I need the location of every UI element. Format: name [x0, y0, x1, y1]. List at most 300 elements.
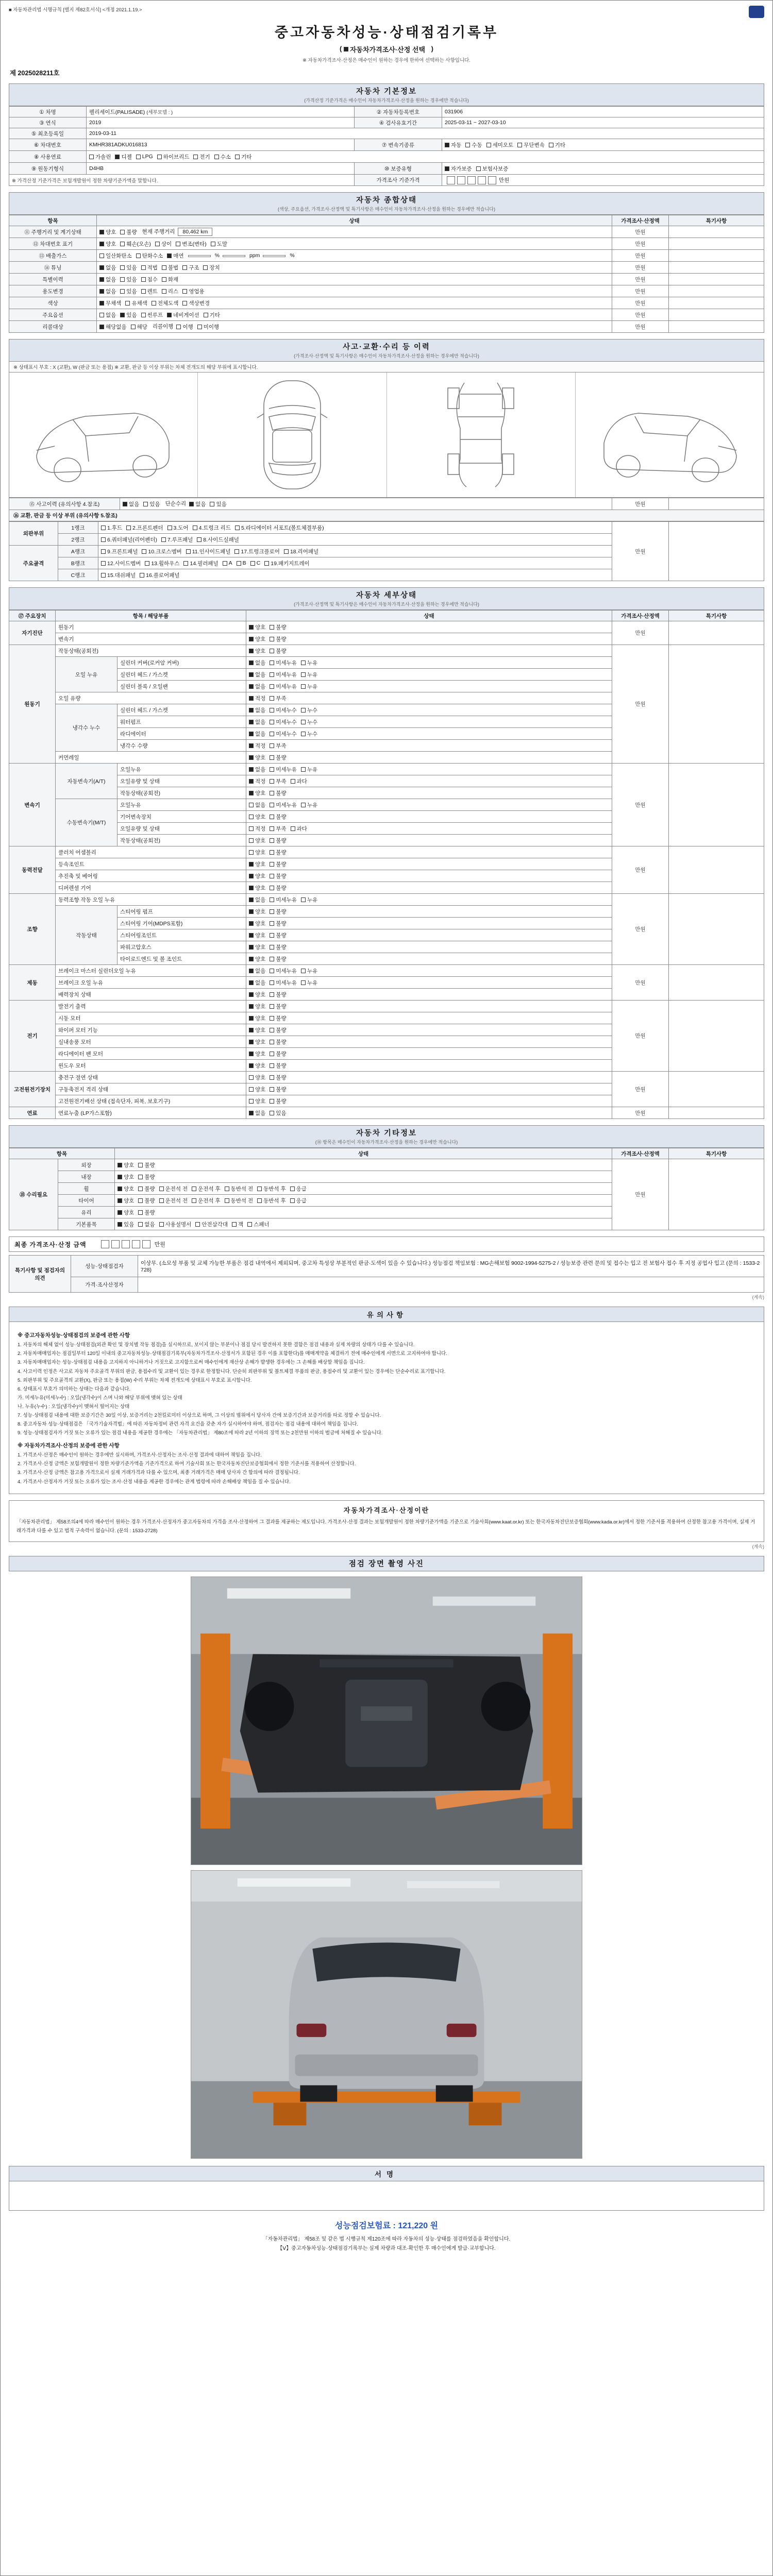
- col-item-header: 항목 / 해당부품: [56, 611, 246, 621]
- checkbox-불량[interactable]: 불량: [138, 1161, 155, 1169]
- checkbox-누유[interactable]: 누유: [301, 659, 317, 667]
- checkbox-불량[interactable]: 불량: [270, 860, 286, 868]
- row-state: [97, 321, 612, 333]
- checkbox-미세누유[interactable]: 미세누유: [270, 979, 297, 987]
- checkbox-A[interactable]: A: [223, 560, 232, 566]
- item-label: 와이퍼 모터 기능: [56, 1024, 246, 1036]
- amount-digit-box[interactable]: [132, 1240, 140, 1248]
- item-label: 스티어링 펌프: [117, 906, 246, 918]
- car-submodel: (세부모델 : ): [146, 109, 173, 115]
- checkbox-10.크로스멤버[interactable]: 10.크로스멤버: [142, 548, 181, 555]
- overall-state-table: [9, 215, 764, 333]
- checkbox-양호[interactable]: 양호: [249, 789, 265, 797]
- checkbox-양호[interactable]: 양호: [249, 908, 265, 916]
- checkbox-응급[interactable]: 응급: [290, 1197, 307, 1205]
- checkbox-양호[interactable]: 양호: [249, 884, 265, 892]
- checkbox-불량[interactable]: 불량: [270, 920, 286, 927]
- checkbox-18.리어패널[interactable]: 18.리어패널: [284, 548, 318, 555]
- checkbox-1.후드[interactable]: 1.후드: [101, 524, 122, 532]
- vin-label: ⑥ 차대번호: [9, 139, 87, 151]
- checkbox-6.쿼터패널(리어펜더)[interactable]: 6.쿼터패널(리어펜더): [101, 536, 157, 544]
- checkbox-없음[interactable]: 없음: [249, 979, 265, 987]
- checkbox-부족[interactable]: 부족: [270, 825, 286, 833]
- checkbox-2.프론트펜더[interactable]: 2.프론트펜더: [126, 524, 163, 532]
- checkbox-미세누수[interactable]: 미세누수: [270, 718, 297, 726]
- checkbox-안전삼각대[interactable]: 안전삼각대: [195, 1221, 228, 1228]
- checkbox-불법[interactable]: 불법: [162, 264, 178, 272]
- checkbox-양호[interactable]: 양호: [249, 849, 265, 856]
- item-label: 실린더 헤드 / 가스켓: [117, 669, 246, 681]
- checkbox-양호[interactable]: 양호: [117, 1161, 134, 1169]
- checkbox-불량[interactable]: 불량: [138, 1209, 155, 1216]
- item-status: [246, 764, 612, 775]
- row-label: 특별이력: [9, 274, 97, 285]
- checkbox-미이행[interactable]: 미이행: [197, 323, 219, 331]
- checkbox-장치[interactable]: 장치: [203, 264, 220, 272]
- checkbox-미세누수[interactable]: 미세누수: [270, 706, 297, 714]
- amount-digit-box[interactable]: [457, 176, 465, 184]
- item-status: [246, 1024, 612, 1036]
- notice-line: 1. 가격조사·산정은 매수인이 원하는 경우에만 실시하며, 가격조사·산정자는 조사·산정 결과에 대하여 책임을 집니다.: [18, 1452, 262, 1459]
- checkbox-양호[interactable]: 양호: [117, 1209, 134, 1216]
- checkbox-불량[interactable]: 불량: [270, 789, 286, 797]
- item-status: [246, 929, 612, 941]
- checkbox-적정[interactable]: 적정: [249, 777, 265, 785]
- checkbox-불량[interactable]: 불량: [270, 931, 286, 939]
- checkbox-가솔린[interactable]: 가솔린: [89, 153, 111, 161]
- checkbox-자동차가격조사·산정 선택[interactable]: 자동차가격조사·산정 선택: [344, 44, 425, 54]
- amount-digit-box[interactable]: [111, 1240, 120, 1248]
- value-box[interactable]: [223, 255, 245, 257]
- checkbox-없음[interactable]: 없음: [249, 766, 265, 773]
- checkbox-양호[interactable]: 양호: [249, 920, 265, 927]
- checkbox-렌트[interactable]: 렌트: [141, 287, 158, 295]
- footer-statement-2: 【Ⅴ】중고자동차성능·상태점검기록부는 실제 차량과 대조·확인한 후 매수인에게 발급·교부합니다.: [277, 2245, 496, 2251]
- inline-text: ppm: [249, 252, 260, 259]
- checkbox-불량[interactable]: 불량: [270, 754, 286, 761]
- checkbox-보험사보증[interactable]: 보험사보증: [476, 165, 509, 173]
- item-label: 워터펌프: [117, 716, 246, 728]
- amount-digit-box[interactable]: [447, 176, 455, 184]
- item-label: 배력장치 상태: [56, 989, 246, 1001]
- checkbox-양호[interactable]: 양호: [249, 1086, 265, 1093]
- checkbox-불량[interactable]: 불량: [270, 1062, 286, 1070]
- item-status: [246, 1048, 612, 1060]
- checkbox-하이브리드[interactable]: 하이브리드: [157, 153, 190, 161]
- viewer-badge-icon[interactable]: [749, 6, 764, 18]
- checkbox-부족[interactable]: 부족: [270, 742, 286, 750]
- item-label: 구동축전지 격리 상태: [56, 1083, 246, 1095]
- checkbox-기타[interactable]: 기타: [235, 153, 251, 161]
- checkbox-양호[interactable]: 양호: [99, 240, 116, 248]
- checkbox-부족[interactable]: 부족: [270, 777, 286, 785]
- checkbox-없음[interactable]: 없음: [99, 276, 116, 283]
- checkbox-있음[interactable]: 있음: [120, 287, 137, 295]
- checkbox-양호[interactable]: 양호: [249, 943, 265, 951]
- checkbox-불량[interactable]: 불량: [270, 813, 286, 821]
- year-value: 2019: [87, 117, 355, 128]
- checkbox-양호[interactable]: 양호: [249, 860, 265, 868]
- inline-text: %: [214, 252, 220, 259]
- amount-digit-box[interactable]: [101, 1240, 109, 1248]
- amount-digit-box[interactable]: [142, 1240, 150, 1248]
- checkbox-동반석 전[interactable]: 동반석 전: [225, 1185, 254, 1193]
- checkbox-불량[interactable]: 불량: [270, 955, 286, 963]
- notice-line: 5. 외판부위 및 주요골격의 교환(X), 판금 또는 용접(W) 수리 부위는 차체 전개도에 상태표시 부호로 표시합니다.: [18, 1377, 252, 1383]
- amount-digit-box[interactable]: [488, 176, 496, 184]
- checkbox-무채색[interactable]: 무채색: [99, 299, 121, 307]
- checkbox-미세누유[interactable]: 미세누유: [270, 801, 297, 809]
- item-label: 실린더 헤드 / 가스켓: [117, 704, 246, 716]
- checkbox-수소[interactable]: 수소: [214, 153, 231, 161]
- category-label: ⑱ 수리필요: [9, 1159, 58, 1230]
- checkbox-양호[interactable]: 양호: [249, 837, 265, 844]
- checkbox-적정[interactable]: 적정: [249, 742, 265, 750]
- checkbox-영업용[interactable]: 영업용: [182, 287, 204, 295]
- checkbox-탄화수소[interactable]: 탄화수소: [136, 252, 163, 260]
- checkbox-있음[interactable]: 있음: [117, 1221, 134, 1228]
- checkbox-있음[interactable]: 있음: [120, 311, 137, 319]
- checkbox-누유[interactable]: 누유: [301, 801, 317, 809]
- checkbox-디젤[interactable]: 디젤: [115, 153, 131, 161]
- checkbox-일산화탄소[interactable]: 일산화탄소: [99, 252, 132, 260]
- checkbox-불량[interactable]: 불량: [270, 1003, 286, 1010]
- checkbox-양호[interactable]: 양호: [117, 1185, 134, 1193]
- signature-area[interactable]: [9, 2181, 764, 2210]
- checkbox-응급[interactable]: 응급: [290, 1185, 307, 1193]
- checkbox-누수[interactable]: 누수: [301, 730, 317, 738]
- checkbox-양호[interactable]: 양호: [117, 1173, 134, 1181]
- checkbox-없음[interactable]: 없음: [249, 671, 265, 679]
- checkbox-없음[interactable]: 없음: [99, 264, 116, 272]
- checkbox-동반석 전[interactable]: 동반석 전: [225, 1197, 254, 1205]
- checkbox-과다[interactable]: 과다: [291, 825, 307, 833]
- checkbox-색상변경[interactable]: 색상변경: [182, 299, 210, 307]
- checkbox-불량[interactable]: 불량: [270, 837, 286, 844]
- transmission-label: ⑦ 변속기종류: [355, 139, 442, 151]
- detail-row: [9, 1107, 764, 1119]
- table-row: [9, 117, 764, 128]
- checkbox-네비게이션[interactable]: 네비게이션: [167, 311, 199, 319]
- amount-digit-box[interactable]: [122, 1240, 130, 1248]
- checkbox-불량[interactable]: 불량: [270, 1038, 286, 1046]
- checkbox-불량[interactable]: 불량: [270, 872, 286, 880]
- price-cell: 만원: [612, 250, 669, 262]
- item-status: [246, 1083, 612, 1095]
- base-price-label: 가격조사 기준가격: [355, 175, 442, 186]
- exchange-section-label: ⑯ 교환, 판금 등 이상 부위 (유의사항 5.참조): [9, 510, 764, 521]
- warranty-label: ⑩ 보증유형: [355, 163, 442, 175]
- checkbox-없음[interactable]: 없음: [249, 706, 265, 714]
- col-price-header: 가격조사·산정액: [612, 1148, 669, 1159]
- checkbox-구조[interactable]: 구조: [182, 264, 199, 272]
- checkbox-적정[interactable]: 적정: [249, 825, 265, 833]
- checkbox-양호[interactable]: 양호: [249, 623, 265, 631]
- value-box[interactable]: 80,462 km: [178, 228, 212, 236]
- checkbox-운전석 후[interactable]: 운전석 후: [192, 1185, 221, 1193]
- checkbox-없음[interactable]: 없음: [249, 730, 265, 738]
- checkbox-없음[interactable]: 없음: [138, 1221, 155, 1228]
- note-cell: [669, 285, 764, 297]
- checkbox-양호[interactable]: 양호: [249, 635, 265, 643]
- checkbox-도말[interactable]: 도말: [211, 240, 227, 248]
- checkbox-16.플로어패널[interactable]: 16.플로어패널: [140, 571, 179, 579]
- checkbox-양호[interactable]: 양호: [249, 1062, 265, 1070]
- checkbox-없음[interactable]: 없음: [249, 801, 265, 809]
- checkbox-누수[interactable]: 누수: [301, 706, 317, 714]
- table-row: [9, 522, 764, 534]
- note-cell: [669, 522, 764, 581]
- table-row: [9, 250, 764, 262]
- checkbox-전기[interactable]: 전기: [193, 153, 210, 161]
- checkbox-양호[interactable]: 양호: [249, 647, 265, 655]
- checkbox-스패너[interactable]: 스패너: [247, 1221, 269, 1228]
- checkbox-양호[interactable]: 양호: [249, 931, 265, 939]
- checkbox-불량[interactable]: 불량: [270, 849, 286, 856]
- checkbox-불량[interactable]: 불량: [270, 1014, 286, 1022]
- checkbox-누유[interactable]: 누유: [301, 683, 317, 690]
- checkbox-리스[interactable]: 리스: [162, 287, 178, 295]
- checkbox-불량[interactable]: 불량: [270, 635, 286, 643]
- item-status: [246, 835, 612, 846]
- row-label: 내장: [58, 1171, 115, 1183]
- checkbox-없음[interactable]: 없음: [249, 718, 265, 726]
- checkbox-잭[interactable]: 잭: [232, 1221, 243, 1228]
- checkbox-19.패키지트레이[interactable]: 19.패키지트레이: [264, 560, 309, 567]
- checkbox-전체도색[interactable]: 전체도색: [152, 299, 179, 307]
- checkbox-3.도어[interactable]: 3.도어: [167, 524, 189, 532]
- checkbox-누유[interactable]: 누유: [301, 967, 317, 975]
- inline-text: %: [290, 252, 295, 259]
- checkbox-적정[interactable]: 적정: [249, 694, 265, 702]
- item-status: [246, 811, 612, 823]
- amount-digit-box[interactable]: [467, 176, 476, 184]
- table-row: [9, 163, 764, 175]
- checkbox-적법[interactable]: 적법: [141, 264, 158, 272]
- checkbox-화재[interactable]: 화재: [162, 276, 178, 283]
- continue-mark: (계속): [752, 1544, 764, 1549]
- checkbox-양호[interactable]: 양호: [249, 1038, 265, 1046]
- checkbox-양호[interactable]: 양호: [117, 1197, 134, 1205]
- checkbox-11.인사이드패널[interactable]: 11.인사이드패널: [186, 548, 231, 555]
- row-state: [97, 226, 612, 238]
- checkbox-불량[interactable]: 불량: [270, 647, 286, 655]
- top-header: [9, 6, 764, 18]
- checkbox-양호[interactable]: 양호: [249, 813, 265, 821]
- checkbox-양호[interactable]: 양호: [249, 991, 265, 998]
- checkbox-양호[interactable]: 양호: [249, 1074, 265, 1081]
- car-diagram-front-frame-svg: [19, 378, 189, 492]
- checkbox-있음[interactable]: 있음: [120, 276, 137, 283]
- item-label: 파워고압호스: [117, 941, 246, 953]
- checkbox-있음[interactable]: 있음: [143, 500, 160, 508]
- price-cell: 만원: [612, 965, 669, 1001]
- checkbox-없음[interactable]: 없음: [123, 500, 139, 508]
- checkbox-17.트렁크플로어[interactable]: 17.트렁크플로어: [234, 548, 279, 555]
- checkbox-양호[interactable]: 양호: [249, 1003, 265, 1010]
- checkbox-없음[interactable]: 없음: [249, 659, 265, 667]
- checkbox-상이[interactable]: 상이: [155, 240, 172, 248]
- checkbox-불량[interactable]: 불량: [270, 1050, 286, 1058]
- transmission-options: [442, 139, 764, 151]
- checkbox-운전석 전[interactable]: 운전석 전: [159, 1197, 188, 1205]
- checkbox-불량[interactable]: 불량: [270, 1097, 286, 1105]
- checkbox-훼손(오손)[interactable]: 훼손(오손): [120, 240, 151, 248]
- checkbox-있음[interactable]: 있음: [270, 1109, 286, 1117]
- checkbox-양호[interactable]: 양호: [249, 1014, 265, 1022]
- checkbox-불량[interactable]: 불량: [138, 1173, 155, 1181]
- form-reference: ■ 자동차관리법 시행규칙 [별지 제82호서식] <개정 2021.1.19.>: [9, 7, 142, 13]
- checkbox-세미오토[interactable]: 세미오토: [486, 141, 514, 149]
- checkbox-불량[interactable]: 불량: [270, 908, 286, 916]
- checkbox-없음[interactable]: 없음: [99, 287, 116, 295]
- row-state: [97, 309, 612, 321]
- checkbox-기타[interactable]: 기타: [204, 311, 220, 319]
- row-label: 색상: [9, 297, 97, 309]
- checkbox-불량[interactable]: 불량: [138, 1197, 155, 1205]
- checkbox-15.대쉬패널[interactable]: 15.대쉬패널: [101, 571, 136, 579]
- checkbox-무단변속[interactable]: 무단변속: [517, 141, 545, 149]
- car-diagram-rear-frame-svg: [584, 378, 754, 492]
- checkbox-과다[interactable]: 과다: [291, 777, 307, 785]
- checkbox-없음[interactable]: 없음: [249, 967, 265, 975]
- checkbox-변조(변타)[interactable]: 변조(변타): [176, 240, 207, 248]
- checkbox-운전석 전[interactable]: 운전석 전: [159, 1185, 188, 1193]
- checkbox-12.사이드멤버[interactable]: 12.사이드멤버: [101, 560, 141, 567]
- checkbox-없음[interactable]: 없음: [249, 1109, 265, 1117]
- checkbox-이행[interactable]: 이행: [176, 323, 193, 331]
- table-row: [9, 139, 764, 151]
- checkbox-누유[interactable]: 누유: [301, 979, 317, 987]
- checkbox-미세누유[interactable]: 미세누유: [270, 766, 297, 773]
- note-cell: [669, 1107, 764, 1119]
- row-state: [120, 498, 612, 510]
- checkbox-미세누유[interactable]: 미세누유: [270, 671, 297, 679]
- checkbox-미세누유[interactable]: 미세누유: [270, 896, 297, 904]
- checkbox-누유[interactable]: 누유: [301, 896, 317, 904]
- exchange-rank-table: [9, 521, 764, 581]
- checkbox-누유[interactable]: 누유: [301, 766, 317, 773]
- checkbox-불량[interactable]: 불량: [270, 1074, 286, 1081]
- row-state: [98, 546, 612, 557]
- item-label: 실내송풍 모터: [56, 1036, 246, 1048]
- row-state: [115, 1218, 612, 1230]
- checkbox-있음[interactable]: 있음: [120, 264, 137, 272]
- checkbox-침수[interactable]: 침수: [141, 276, 158, 283]
- checkbox-썬루프[interactable]: 썬루프: [141, 311, 163, 319]
- checkbox-사용설명서[interactable]: 사용설명서: [159, 1221, 192, 1228]
- checkbox-불량[interactable]: 불량: [270, 1086, 286, 1093]
- checkbox-C[interactable]: C: [250, 560, 261, 566]
- checkbox-매연[interactable]: 매연: [167, 252, 183, 260]
- checkbox-불량[interactable]: 불량: [270, 884, 286, 892]
- signature-title: 서명: [9, 2166, 764, 2181]
- item-status: [246, 669, 612, 681]
- checkbox-유채색[interactable]: 유채색: [125, 299, 147, 307]
- checkbox-5.라디에이터 서포트(볼트체결부품)[interactable]: 5.라디에이터 서포트(볼트체결부품): [235, 524, 324, 532]
- checkbox-누유[interactable]: 누유: [301, 671, 317, 679]
- checkbox-LPG[interactable]: LPG: [136, 154, 153, 160]
- inline-text: 단순수리: [165, 501, 187, 507]
- checkbox-동반석 후[interactable]: 동반석 후: [257, 1185, 286, 1193]
- item-group: 수동변속기(M/T): [56, 799, 117, 846]
- checkbox-14.필러패널[interactable]: 14.필러패널: [183, 560, 218, 567]
- amount-digit-box[interactable]: [478, 176, 486, 184]
- checkbox-양호[interactable]: 양호: [249, 754, 265, 761]
- checkbox-불량[interactable]: 불량: [138, 1185, 155, 1193]
- checkbox-수동[interactable]: 수동: [465, 141, 482, 149]
- checkbox-없음[interactable]: 없음: [189, 500, 206, 508]
- checkbox-운전석 후[interactable]: 운전석 후: [192, 1197, 221, 1205]
- checkbox-없음[interactable]: 없음: [99, 311, 116, 319]
- checkbox-양호[interactable]: 양호: [249, 1050, 265, 1058]
- item-status: [246, 941, 612, 953]
- item-label: 충전구 절연 상태: [56, 1072, 246, 1083]
- checkbox-없음[interactable]: 없음: [249, 896, 265, 904]
- item-label: 브레이크 마스터 실린더오일 누유: [56, 965, 246, 977]
- checkbox-불량[interactable]: 불량: [270, 991, 286, 998]
- checkbox-4.트렁크 리드[interactable]: 4.트렁크 리드: [193, 524, 231, 532]
- checkbox-불량[interactable]: 불량: [120, 228, 137, 236]
- checkbox-불량[interactable]: 불량: [270, 623, 286, 631]
- checkbox-미세누유[interactable]: 미세누유: [270, 683, 297, 690]
- item-status: [246, 858, 612, 870]
- checkbox-동반석 후[interactable]: 동반석 후: [257, 1197, 286, 1205]
- checkbox-양호[interactable]: 양호: [99, 228, 116, 236]
- checkbox-부족[interactable]: 부족: [270, 694, 286, 702]
- checkbox-자동[interactable]: 자동: [445, 141, 461, 149]
- checkbox-불량[interactable]: 불량: [270, 1026, 286, 1034]
- checkbox-없음[interactable]: 없음: [249, 683, 265, 690]
- checkbox-누수[interactable]: 누수: [301, 718, 317, 726]
- notice-sec1-title: ※ 중고자동차성능·상태점검의 보증에 관한 사항: [18, 1332, 130, 1339]
- note-cell: [669, 645, 764, 764]
- checkbox-미세누수[interactable]: 미세누수: [270, 730, 297, 738]
- col-price-header: 가격조사·산정액: [612, 611, 669, 621]
- appraiser-label: 가격·조사산정자: [71, 1277, 138, 1293]
- checkbox-해당없음[interactable]: 해당없음: [99, 323, 127, 331]
- opinion-header: 특기사항 및 점검자의 의견: [9, 1256, 71, 1293]
- note-cell: [669, 846, 764, 894]
- price-cell: 만원: [612, 846, 669, 894]
- checkbox-양호[interactable]: 양호: [249, 872, 265, 880]
- checkbox-8.사이드실패널[interactable]: 8.사이드실패널: [197, 536, 239, 544]
- col-device-header: ⑰ 주요장치: [9, 611, 56, 621]
- checkbox-13.휠하우스[interactable]: 13.휠하우스: [145, 560, 179, 567]
- value-box[interactable]: [263, 255, 285, 257]
- checkbox-9.프론트패널[interactable]: 9.프론트패널: [101, 548, 138, 555]
- checkbox-양호[interactable]: 양호: [249, 955, 265, 963]
- checkbox-불량[interactable]: 불량: [270, 943, 286, 951]
- base-price-digit-boxes: [445, 177, 496, 183]
- checkbox-양호[interactable]: 양호: [249, 1026, 265, 1034]
- checkbox-B[interactable]: B: [237, 560, 246, 566]
- inline-text: 리콜이행: [152, 324, 174, 330]
- notice-line: 나. 누유(누수) : 오일(냉각수)이 맺혀서 떨어지는 상태: [18, 1403, 130, 1410]
- value-box[interactable]: [188, 255, 211, 257]
- checkbox-미세누유[interactable]: 미세누유: [270, 659, 297, 667]
- item-label: 작동상태(공회전): [56, 645, 246, 657]
- item-status: [246, 799, 612, 811]
- checkbox-7.루프패널[interactable]: 7.루프패널: [161, 536, 193, 544]
- checkbox-있음[interactable]: 있음: [210, 500, 226, 508]
- checkbox-양호[interactable]: 양호: [249, 1097, 265, 1105]
- checkbox-미세누유[interactable]: 미세누유: [270, 967, 297, 975]
- checkbox-자가보증[interactable]: 자가보증: [445, 165, 472, 173]
- checkbox-해당[interactable]: 해당: [131, 323, 147, 331]
- checkbox-기타[interactable]: 기타: [549, 141, 565, 149]
- price-cell: 만원: [612, 238, 669, 250]
